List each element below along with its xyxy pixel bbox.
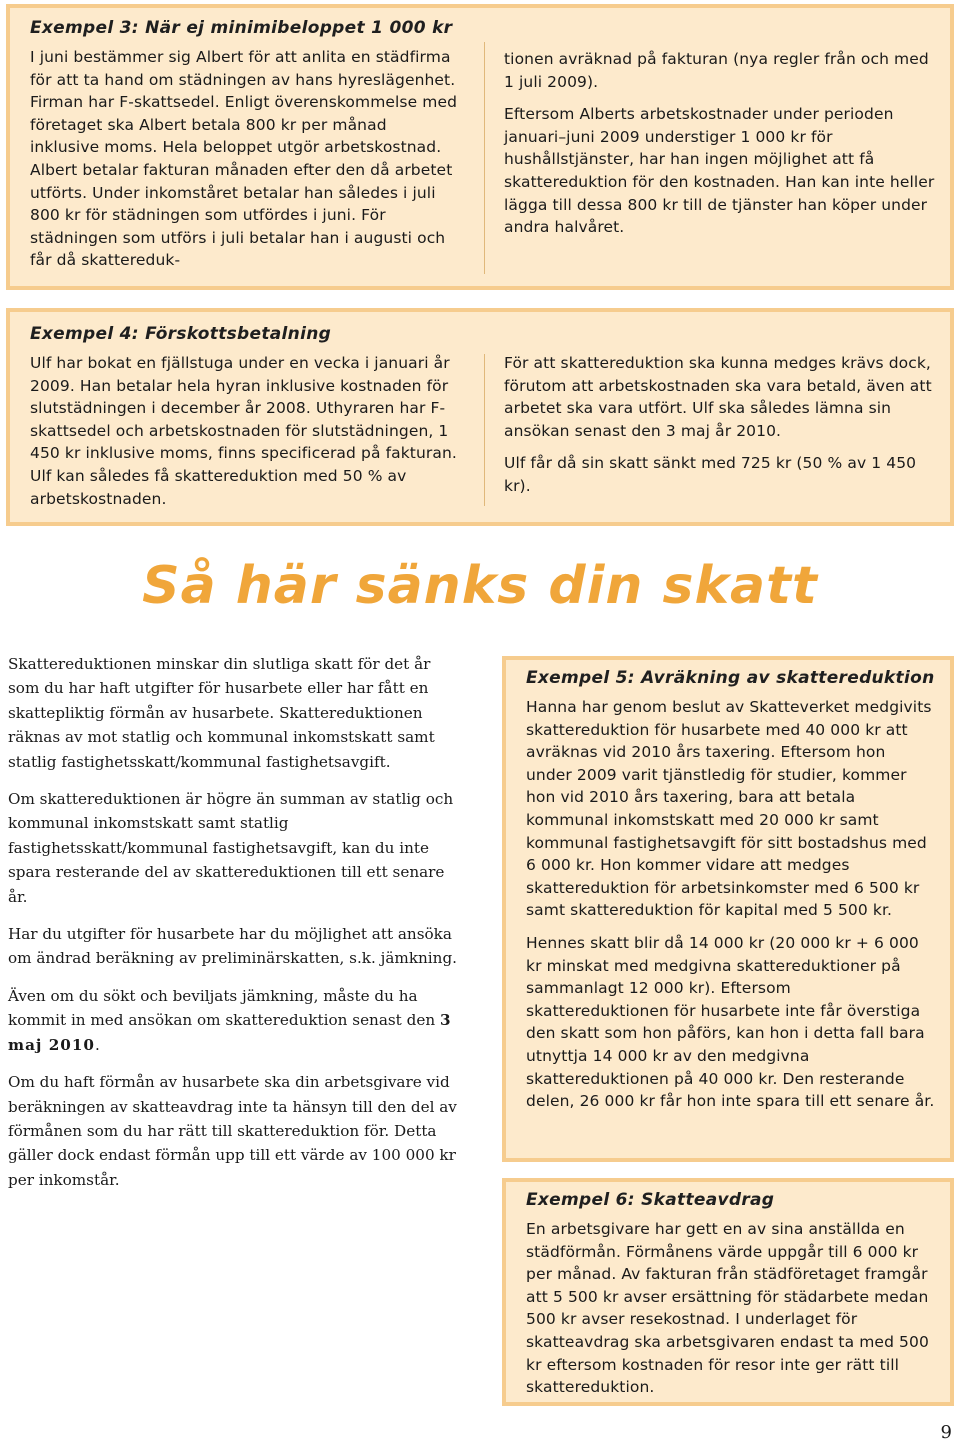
body-paragraph-5: Om du haft förmån av husarbete ska din arbetsgivare vid beräkningen av skatteavdrag inte ta hänsyn till den del av förmånen som du har rätt till skattereduktion för. Detta gäller dock endast förmån upp till ett värde av 100 000 kr per inkomstår. bbox=[8, 1073, 457, 1189]
example-3-right-text-2: Eftersom Alberts arbetskostnader under perioden januari–juni 2009 understiger 1 000 kr för hushållstjänster, har han ingen möjlighet att få skattereduktion för den kostnaden. Han kan inte heller lägga till dessa 800 kr till de tjänster han köper under andra halvåret. bbox=[504, 105, 935, 237]
example-3-divider bbox=[484, 42, 485, 274]
body-paragraph-4-end: . bbox=[94, 1035, 100, 1054]
body-paragraph-4-text: Även om du sökt och beviljats jämkning, måste du ha kommit in med ansökan om skattereduktion senast den bbox=[8, 986, 440, 1030]
example-5-text-2: Hennes skatt blir då 14 000 kr (20 000 kr + 6 000 kr minskat med medgivna skattereduktioner på sammanlagt 12 000 kr). Eftersom skattereduktionen för husarbete inte får överstiga den skatt som hon påförs, kan hon i detta fall bara utnyttja 14 000 kr av den medgivna skattereduktionen på 40 000 kr. Den resterande delen, 26 000 kr får hon inte spara till ett senare år. bbox=[526, 933, 935, 1111]
example-3-right-col bbox=[504, 48, 940, 239]
example-5-box bbox=[502, 656, 954, 1162]
body-paragraph-3: Har du utgifter för husarbete har du möjlighet att ansöka om ändrad beräkning av preliminärskatten, s.k. jämkning. bbox=[8, 925, 457, 968]
example-4-right-text-2: Ulf får då sin skatt sänkt med 725 kr (50 % av 1 450 kr). bbox=[504, 454, 917, 495]
example-6-title: Exempel 6: Skatteavdrag bbox=[526, 1190, 775, 1210]
example-6-text-1: En arbetsgivare har gett en av sina anställda en städförmån. Förmånens värde uppgår till 6 000 kr per månad. Av fakturan från städföretaget framgår att 5 500 kr avser ersättning för städarbete medan 500 kr avser resekostnad. I underlaget för skatteavdrag ska arbetsgivaren endast ta med 500 kr eftersom kostnaden för resor inte ger rätt till skattereduktion. bbox=[526, 1220, 929, 1397]
example-4-box bbox=[6, 308, 954, 526]
example-4-right-col bbox=[504, 352, 940, 498]
deadline-date: 3 maj 2010 bbox=[8, 1011, 452, 1054]
example-3-right-text-1: tionen avräknad på fakturan (nya regler från och med 1 juli 2009). bbox=[504, 50, 929, 91]
example-4-left-text: Ulf har bokat en fjällstuga under en vecka i januari år 2009. Han betalar hela hyran inklusive kostnaden för slutstädningen i december år 2008. Uthyraren har F-skattsedel och arbetskostnaden för slutstädningen, 1 450 kr inklusive moms, finns specificerad på fakturan. Ulf kan således få skattereduktion med 50 % av arbetskostnaden. bbox=[30, 354, 457, 508]
page-headline: Så här sänks din skatt bbox=[142, 556, 818, 616]
example-6-content bbox=[526, 1190, 936, 1399]
example-5-text-1: Hanna har genom beslut av Skatteverket medgivits skattereduktion för husarbete med 40 000 kr att avräknas vid 2010 års taxering. Eftersom hon under 2009 varit tjänstledig för studier, kommer hon vid 2010 års taxering, bara att betala kommunal inkomstskatt med 20 000 kr samt kommunal fastighetsavgift för sitt bostadshus med 6 000 kr. Hon kommer vidare att medges skattereduktion för arbetsinkomster med 6 500 kr samt skattereduktion för kapital med 5 500 kr. bbox=[526, 698, 932, 920]
body-text-column bbox=[8, 652, 466, 1205]
body-paragraph-1: Skattereduktionen minskar din slutliga skatt för det år som du har haft utgifter för husarbete eller har fått en skattepliktig förmån av husarbete. Skattereduktionen räknas av mot statlig och kommunal inkomstskatt samt statlig fastighetsskatt/kommunal fastighetsavgift. bbox=[8, 655, 435, 771]
example-4-left-col bbox=[30, 324, 460, 510]
example-3-left-col bbox=[30, 18, 460, 272]
example-3-box bbox=[6, 4, 954, 290]
example-6-box bbox=[502, 1178, 954, 1406]
body-paragraph-4 bbox=[8, 984, 466, 1057]
example-3-title: Exempel 3: När ej minimibeloppet 1 000 kr bbox=[30, 18, 453, 38]
example-4-divider bbox=[484, 354, 485, 506]
page-number: 9 bbox=[940, 1422, 952, 1443]
example-5-content bbox=[526, 668, 936, 1113]
example-4-right-text-1: För att skattereduktion ska kunna medges krävs dock, förutom att arbetskostnaden ska vara betald, även att arbetet ska vara utfört. Ulf ska således lämna sin ansökan senast den 3 maj år 2010. bbox=[504, 354, 932, 440]
example-4-title: Exempel 4: Förskottsbetalning bbox=[30, 324, 332, 344]
example-5-title: Exempel 5: Avräkning av skattereduktion bbox=[526, 668, 935, 688]
body-paragraph-2: Om skattereduktionen är högre än summan av statlig och kommunal inkomstskatt samt statlig fastighetsskatt/kommunal fastighetsavgift, kan du inte spara resterande del av skattereduktionen till ett senare år. bbox=[8, 790, 454, 906]
example-3-left-text: I juni bestämmer sig Albert för att anlita en städfirma för att ta hand om städningen av hans hyreslägenhet. Firman har F-skattsedel. Enligt överenskommelse med företaget ska Albert betala 800 kr per månad inklusive moms. Hela beloppet utgör arbetskostnad. Albert betalar fakturan månaden efter den då arbetet utförts. Under inkomståret betalar han således i juli 800 kr för städningen som utfördes i juni. För städningen som utförs i juli betalar han i augusti och får då skattereduk- bbox=[30, 48, 458, 270]
